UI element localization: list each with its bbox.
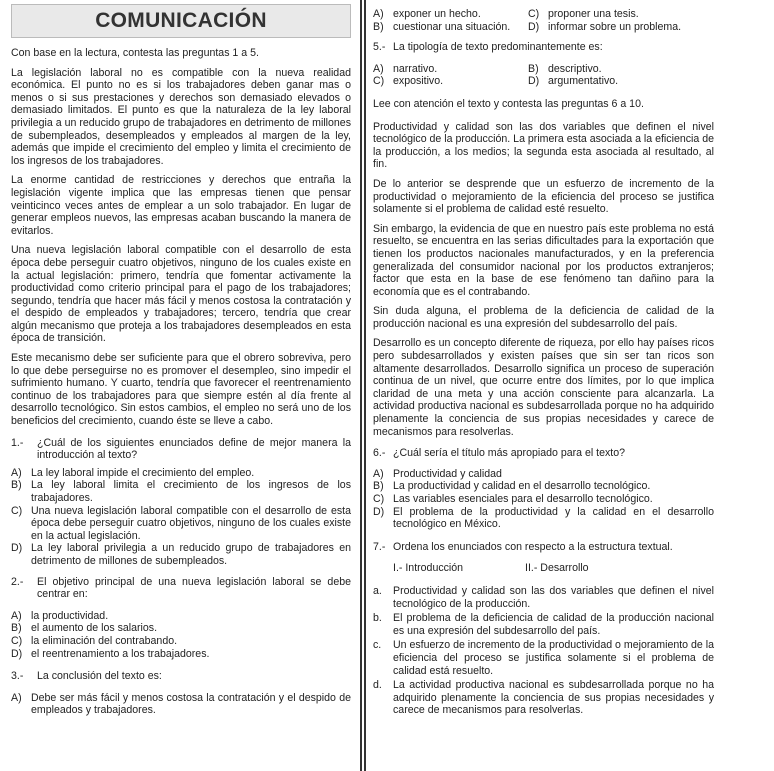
question-7-statements [373,585,714,717]
option-letter: B) [11,479,22,492]
left-column [11,0,351,725]
option-letter: A) [373,8,384,20]
option-text: expositivo. [393,75,444,88]
answer-option [373,493,714,506]
question-text: Ordena los enunciados con respecto a la estructura textual. [393,540,673,553]
option-text: El problema de la deficiencia de calidad de la producción nacional es una expresión del subdesarrollo del país. [393,612,714,637]
structure-label: II.- Desarrollo [525,562,589,575]
option-text: Las variables esenciales para el desarrollo tecnológico. [393,493,653,505]
option-text: Productividad y calidad son las dos variables que definen el nivel tecnológico de la producción. [393,584,714,610]
option-letter: C) [11,634,23,647]
question-number: 1.- [11,436,24,449]
reading-paragraph: Sin embargo, la evidencia de que en nuestro país este problema no está resuelto, se encuentra en las serias dificultades para la exportación que tienen los productos nacionales manufacturados, y en la preferencia generalizada del consumidor nacional por los productos extranjeros; factor que esta en la base de ese fenómeno tan dañino para la economía que es el contrabando. [373,222,714,298]
option-text: la eliminación del contrabando. [31,634,178,647]
question-6-options [373,468,714,531]
question-number: 3.- [11,670,24,683]
reading-paragraph: La legislación laboral no es compatible con la nueva realidad económica. El punto no es si los trabajadores deben ganar mas o menos o si sus prestaciones y derechos son demasiado elevados o demasiado limitados. El punto es que la naturaleza de la ley laboral privilegia a un reducido grupo de trabajadores en detrimento de millones de subempleados, desempleados y empleados al margen de la ley, además que impide el crecimiento del empleo y limita el crecimiento de los ingresos de los trabajadores. [11,66,351,167]
option-letter: A) [373,62,384,75]
option-text: argumentativo. [548,75,619,88]
structure-label: I.- Introducción [393,562,464,575]
option-text: Un esfuerzo de incremento de la productividad o mejoramiento de la eficiencia del proceso se justifica solamente si el problema de calidad está resuelto. [393,639,714,677]
question-7 [373,541,714,554]
answer-option [373,506,714,531]
option-letter: C) [373,493,385,505]
question-3-options [11,692,351,717]
question-3 [11,670,351,683]
option-letter: D) [11,647,23,660]
question-1-options [11,467,351,568]
option-letter: C) [528,8,540,20]
option-text: proponer una tesis. [548,8,639,20]
option-text: Debe ser más fácil y menos costosa la contratación y el despido de empleados y trabajadores. [31,691,351,717]
question-5-options [373,63,714,88]
structure-labels [393,562,714,575]
reading-paragraph: Una nueva legislación laboral compatible con el desarrollo de esta época debe perseguir cuatro objetivos, ninguno de los cuales existe en la actual legislación: primero, tendría que fomentar activamente la productividad como criterio principal para el pago de los trabajadores; segundo, tendría que hacer más fácil y menos costosa la contratación y el despido de empleados y trabajadores; tercero, tendría que crear algún mecanismo que proteja a los trabajadores desempleados en esta época de transición. [11,244,351,345]
option-text: El problema de la productividad y la calidad en el desarrollo tecnológico en México. [393,505,714,531]
statement-item [373,639,714,677]
answer-option [11,467,351,480]
right-column [373,8,714,725]
question-text: ¿Cuál sería el título más apropiado para el texto? [393,447,626,460]
option-text: La ley laboral privilegia a un reducido grupo de trabajadores en detrimento de millones de subempleados. [31,542,351,567]
option-text: narrativo. [393,62,438,75]
option-letter: a. [373,584,382,597]
answer-option [373,75,528,88]
option-text: La ley laboral limita el crecimiento de los ingresos de los trabajadores. [31,479,351,504]
answer-option [11,610,351,623]
answer-option [11,648,351,661]
option-text: Una nueva legislación laboral compatible con el desarrollo de esta época debe perseguir cuatro objetivos, ninguno de los cuales existe en la actual legislación. [31,504,351,542]
option-letter: B) [528,62,539,75]
answer-option [11,505,351,543]
option-text: la productividad. [31,609,109,622]
answer-option [11,622,351,635]
title-banner [11,4,351,38]
page-title: COMUNICACIÓN [95,8,267,32]
option-letter: C) [373,75,385,88]
question-2 [11,576,351,601]
answer-option [528,21,714,34]
reading-paragraph: Sin duda alguna, el problema de la deficiencia de calidad de la producción nacional es una expresión del subdesarrollo del país. [373,305,714,330]
answer-option [373,21,528,34]
answer-option [373,63,528,76]
option-letter: B) [373,20,384,33]
option-text: exponer un hecho. [393,8,481,20]
option-letter: c. [373,639,382,652]
instructions: Lee con atención el texto y contesta las preguntas 6 a 10. [373,97,644,110]
column-divider [360,0,362,771]
statement-item [373,612,714,637]
reading-paragraph: De lo anterior se desprende que un esfuerzo de incremento de la productividad o mejoramiento de la eficiencia del proceso se justifica solamente si el problema de calidad esté resuelto. [373,177,714,216]
option-text: La productividad y calidad en el desarrollo tecnológico. [393,480,651,493]
option-letter: D) [373,505,385,518]
option-text: cuestionar una situación. [393,20,511,33]
question-text: ¿Cuál de los siguientes enunciados define de mejor manera la introducción al texto? [37,436,351,462]
answer-option [528,63,714,76]
option-text: el reentrenamiento a los trabajadores. [31,647,210,660]
option-text: La actividad productiva nacional es subdesarrollada porque no ha adquirido plenamente la conciencia de sus propias necesidades y carece de mecanismos para resolverlas. [393,679,714,717]
question-1 [11,437,351,462]
option-letter: D) [11,542,23,555]
reading-paragraph: Este mecanismo debe ser suficiente para que el obrero sobreviva, pero lo que debe perseguirse no es promover el desempleo, sino impedir el sufrimiento humano. Y cuarto, tendría que favorecer el reentrenamiento continuo de los trabajadores para que siempre estén al día frente al desarrollo tecnológico. Sin estos cambios, el empleo no será uno de los beneficios del crecimiento, cuando éste se lleve a cabo. [11,352,351,428]
column-divider [364,0,366,771]
option-letter: A) [373,467,384,480]
option-letter: b. [373,612,382,625]
option-letter: A) [11,609,22,622]
question-number: 2.- [11,575,24,588]
answer-option [528,8,714,21]
option-text: descriptivo. [548,62,602,75]
option-letter: B) [373,480,384,493]
answer-option [373,468,714,481]
reading-paragraph: La enorme cantidad de restricciones y derechos que entraña la legislación vigente implica que las empresas tienen que pensar veinticinco veces antes de emplear a un solo trabajador. En lugar de generar empleos nuevos, las empresas acaban buscando la manera de evitarlos. [11,174,351,237]
statement-item [373,679,714,717]
option-text: La ley laboral impide el crecimiento del empleo. [31,466,255,479]
question-6 [373,447,714,460]
option-text: el aumento de los salarios. [31,622,158,635]
question-text: El objetivo principal de una nueva legislación laboral se debe centrar en: [37,575,351,601]
answer-option [11,542,351,567]
option-text: Productividad y calidad [393,467,502,480]
question-5 [373,41,714,54]
question-number: 5.- [373,41,386,54]
question-number: 7.- [373,540,386,553]
question-number: 6.- [373,447,386,460]
option-letter: D) [528,20,540,33]
instructions: Con base en la lectura, contesta las preguntas 1 a 5. [11,47,259,59]
reading-paragraph: Desarrollo es un concepto diferente de riqueza, por ello hay países ricos pero subdesarrollados y existen países que sin ser tan ricos son altamente desarrollados. Desarrollo significa un proceso de superación continua de un nivel, que ocurre entre dos límites, por lo que implica claridad de una meta y una acción consciente para alcanzarla. La actividad productiva nacional es subdesarrollada porque no ha adquirido plenamente la conciencia de sus propias necesidades y carece de mecanismos para resolverlas. [373,337,714,438]
answer-option [373,8,528,21]
option-letter: C) [11,504,23,517]
answer-option [11,479,351,504]
option-letter: B) [11,622,22,635]
reading-paragraph: Productividad y calidad son las dos variables que definen el nivel tecnológico de la producción. La primera esta asociada a la eficiencia de la producción, a los medios; la segunda esta asociada al resultado, al fin. [373,120,714,171]
option-letter: A) [11,466,22,479]
question-text: La tipología de texto predominantemente es: [393,41,603,54]
option-letter: D) [528,75,540,88]
question-text: La conclusión del texto es: [37,670,162,683]
option-letter: A) [11,691,22,704]
answer-option [11,692,351,717]
statement-item [373,585,714,610]
answer-option [11,635,351,648]
option-text: informar sobre un problema. [548,20,682,33]
answer-option [373,480,714,493]
question-4-options [373,8,714,33]
question-2-options [11,610,351,660]
option-letter: d. [373,679,382,692]
answer-option [528,75,714,88]
